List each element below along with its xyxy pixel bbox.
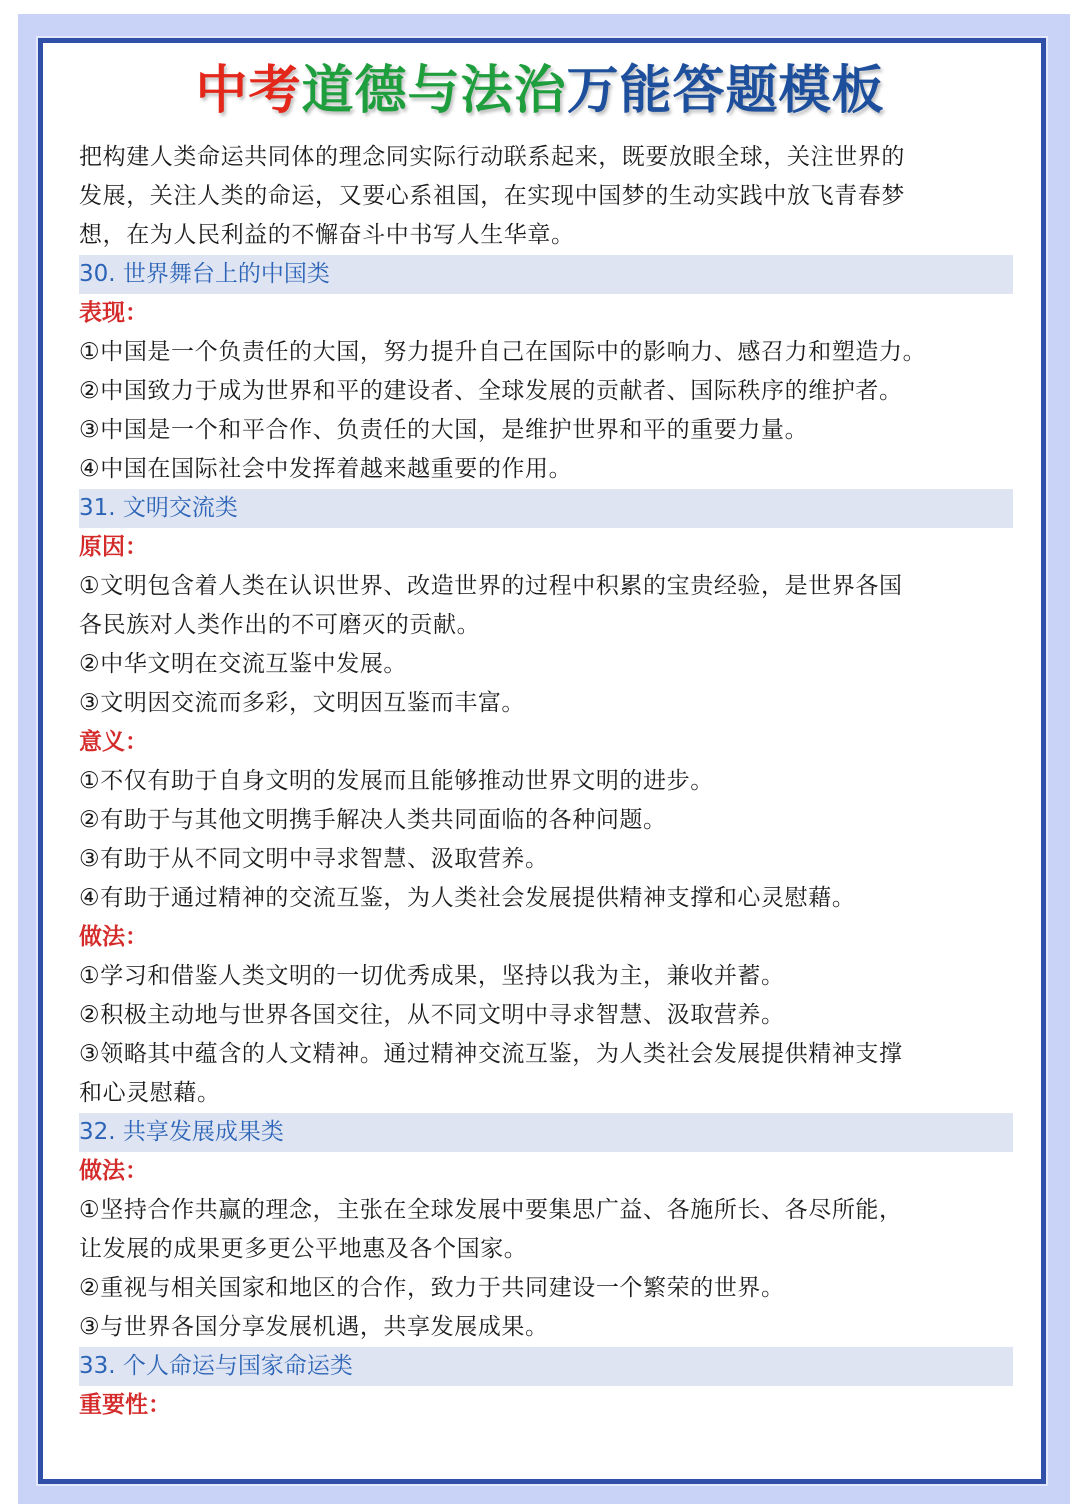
list-item: 各民族对人类作出的不可磨灭的贡献。 [79, 612, 481, 638]
section-heading-30: 30. 世界舞台上的中国类 [79, 255, 1013, 294]
list-item: ③中国是一个和平合作、负责任的大国，是维护世界和平的重要力量。 [79, 417, 809, 443]
list-item: ③与世界各国分享发展机遇，共享发展成果。 [79, 1314, 549, 1340]
intro-paragraph [79, 138, 1013, 255]
intro-line: 把构建人类命运共同体的理念同实际行动联系起来，既要放眼全球，关注世界的 [79, 144, 905, 170]
list-item: ①坚持合作共赢的理念，主张在全球发展中要集思广益、各施所长、各尽所能， [79, 1197, 903, 1223]
title-part-2: 道德与法治 [301, 61, 567, 121]
list-item: ②中国致力于成为世界和平的建设者、全球发展的贡献者、国际秩序的维护者。 [79, 378, 903, 404]
page-title [0, 56, 1080, 126]
section-label: 意义： [79, 729, 148, 755]
section-label: 做法： [79, 1158, 148, 1184]
document-body [79, 138, 1013, 1425]
list-item: ②有助于与其他文明携手解决人类共同面临的各种问题。 [79, 807, 667, 833]
section-label: 做法： [79, 924, 148, 950]
list-item: ③有助于从不同文明中寻求智慧、汲取营养。 [79, 846, 549, 872]
list-item: 和心灵慰藉。 [79, 1080, 221, 1106]
list-item: ②中华文明在交流互鉴中发展。 [79, 651, 408, 677]
list-item: ①中国是一个负责任的大国，努力提升自己在国际中的影响力、感召力和塑造力。 [79, 339, 927, 365]
section-heading-33: 33. 个人命运与国家命运类 [79, 1347, 1013, 1386]
list-item: ①学习和借鉴人类文明的一切优秀成果，坚持以我为主，兼收并蓄。 [79, 963, 785, 989]
list-item: ②重视与相关国家和地区的合作，致力于共同建设一个繁荣的世界。 [79, 1275, 785, 1301]
list-item: 让发展的成果更多更公平地惠及各个国家。 [79, 1236, 528, 1262]
section-heading-31: 31. 文明交流类 [79, 489, 1013, 528]
section-label: 原因： [79, 534, 148, 560]
list-item: ④有助于通过精神的交流互鉴，为人类社会发展提供精神支撑和心灵慰藉。 [79, 885, 856, 911]
list-item: ①不仅有助于自身文明的发展而且能够推动世界文明的进步。 [79, 768, 714, 794]
intro-line: 想，在为人民利益的不懈奋斗中书写人生华章。 [79, 222, 575, 248]
title-part-3: 万能答题模板 [566, 61, 885, 121]
section-label: 重要性： [79, 1392, 171, 1418]
section-heading-32: 32. 共享发展成果类 [79, 1113, 1013, 1152]
title-part-1: 中考 [195, 61, 302, 121]
list-item: ③文明因交流而多彩，文明因互鉴而丰富。 [79, 690, 526, 716]
list-item: ②积极主动地与世界各国交往，从不同文明中寻求智慧、汲取营养。 [79, 1002, 785, 1028]
section-label: 表现： [79, 300, 148, 326]
list-item: ④中国在国际社会中发挥着越来越重要的作用。 [79, 456, 573, 482]
list-item: ①文明包含着人类在认识世界、改造世界的过程中积累的宝贵经验，是世界各国 [79, 573, 903, 599]
intro-line: 发展，关注人类的命运，又要心系祖国，在实现中国梦的生动实践中放飞青春梦 [79, 183, 905, 209]
list-item: ③领略其中蕴含的人文精神。通过精神交流互鉴，为人类社会发展提供精神支撑 [79, 1041, 903, 1067]
